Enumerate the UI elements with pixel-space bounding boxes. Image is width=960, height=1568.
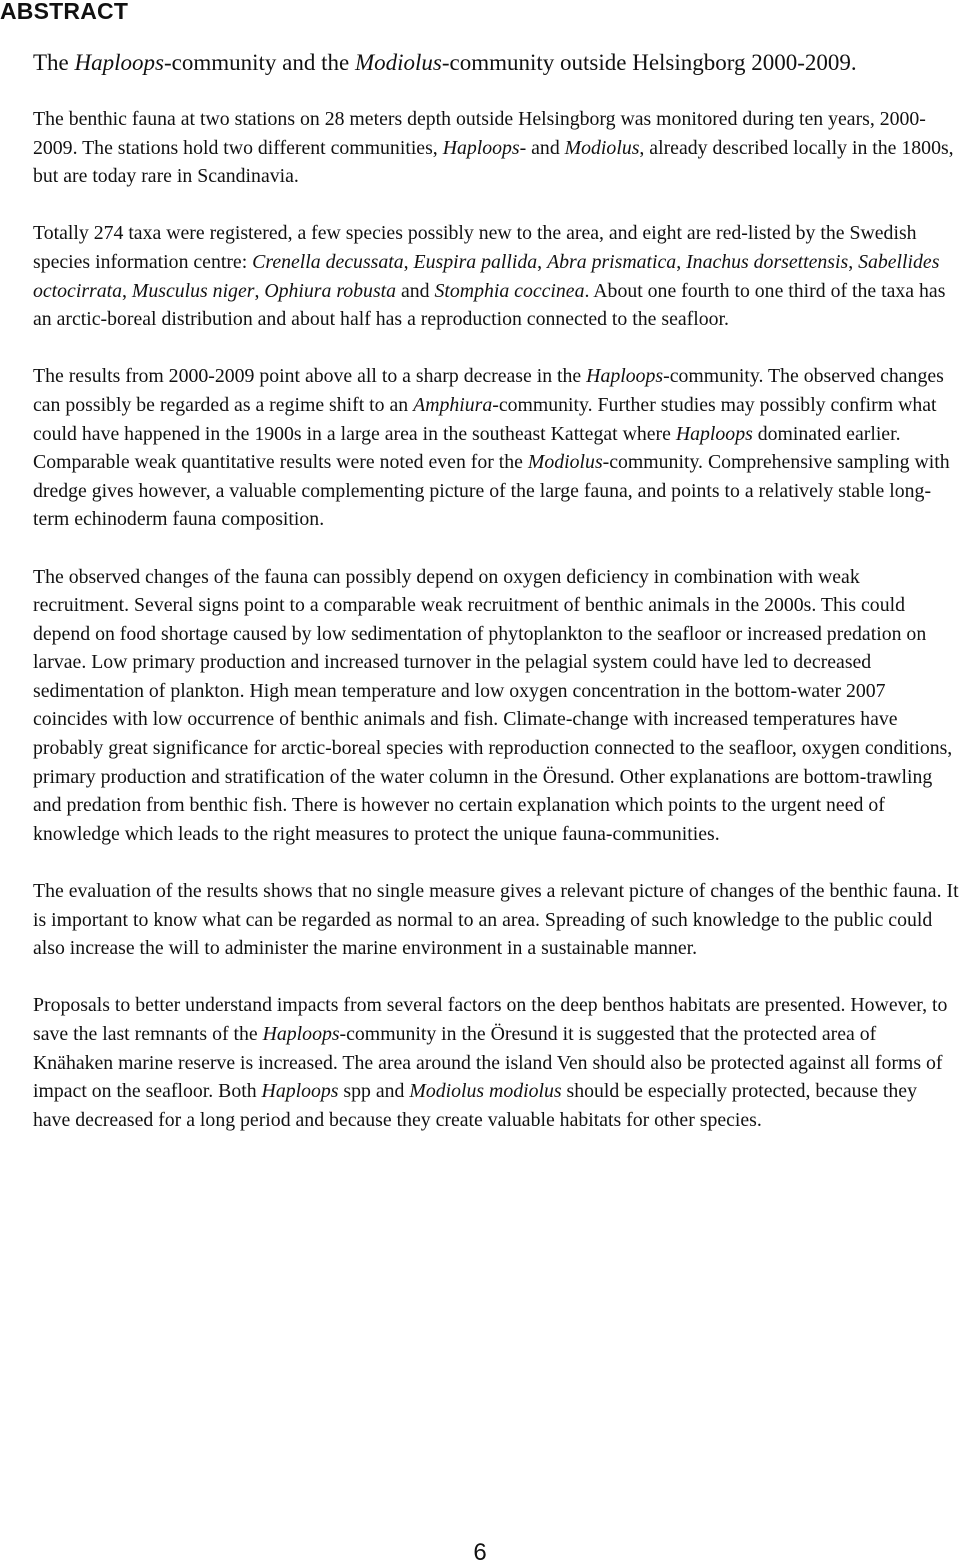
abstract-paragraph: The observed changes of the fauna can possibly depend on oxygen deficiency in combination with weak recruitment. Several signs point to a comparable weak recruitment of benthic animals in the 2000s. This could depend on food shortage caused by low sedimentation of phytoplankton to the seafloor or increased predation on larvae. Low primary production and increased turnover in the pelagial system could have led to decreased sedimentation of plankton. High mean temperature and low oxygen concentration in the bottom-water 2007 coincides with low occurrence of benthic animals and fish. Climate-change with increased temperatures have probably great significance for arctic-boreal species with reproduction connected to the seafloor, oxygen conditions, primary production and stratification of the water column in the Öresund. Other explanations are bottom-trawling and predation from benthic fish. There is however no certain explanation which points to the urgent need of knowledge which leads to the right measures to protect the unique fauna-communities. — [33, 565, 953, 845]
abstract-paragraph: Proposals to better understand impacts from several factors on the deep benthos habitats are presented. However, to save the last remnants of the Haploops-community in the Öresund it is suggested that the protected area of Knähaken marine reserve is increased. The area around the island Ven should also be protected against all forms of impact on the seafloor. Both Haploops spp and Modiolus modiolus should be especially protected, because they have decreased for a long period and because they create valuable habitats for other species. — [33, 994, 948, 1131]
abstract-paragraph: The benthic fauna at two stations on 28 meters depth outside Helsingborg was monitored during ten years, 2000-2009. The stations hold two different communities, Haploops- and Modiolus, already described locally in the 1800s, but are today rare in Scandinavia. — [33, 108, 954, 188]
page-number: 6 — [473, 1539, 487, 1566]
document-title: The Haploops-community and the Modiolus-community outside Helsingborg 2000-2009. — [33, 50, 857, 75]
abstract-body — [33, 49, 959, 1163]
abstract-paragraph: Totally 274 taxa were registered, a few species possibly new to the area, and eight are red-listed by the Swedish species information centre: Crenella decussata, Euspira pallida, Abra prismatica, Inachus dorsettensis, Sabellides octocirrata, Musculus niger, Ophiura robusta and Stomphia coccinea. About one fourth to one third of the taxa has an arctic-boreal distribution and about half has a reproduction connected to the seafloor. — [33, 222, 946, 331]
abstract-paragraph: The evaluation of the results shows that no single measure gives a relevant picture of changes of the benthic fauna. It is important to know what can be regarded as normal to an area. Spreading of such knowledge to the public could also increase the will to administer the marine environment in a sustainable manner. — [33, 880, 959, 960]
abstract-paragraph: The results from 2000-2009 point above all to a sharp decrease in the Haploops-community. The observed changes can possibly be regarded as a regime shift to an Amphiura-community. Further studies may possibly confirm what could have happened in the 1900s in a large area in the southeast Kattegat where Haploops dominated earlier. Comparable weak quantitative results were noted even for the Modiolus-community. Comprehensive sampling with dredge gives however, a valuable complementing picture of the large fauna, and points to a relatively stable long-term echinoderm fauna composition. — [33, 365, 950, 531]
section-heading: ABSTRACT — [0, 0, 129, 24]
abstract-paragraphs — [33, 105, 959, 1134]
